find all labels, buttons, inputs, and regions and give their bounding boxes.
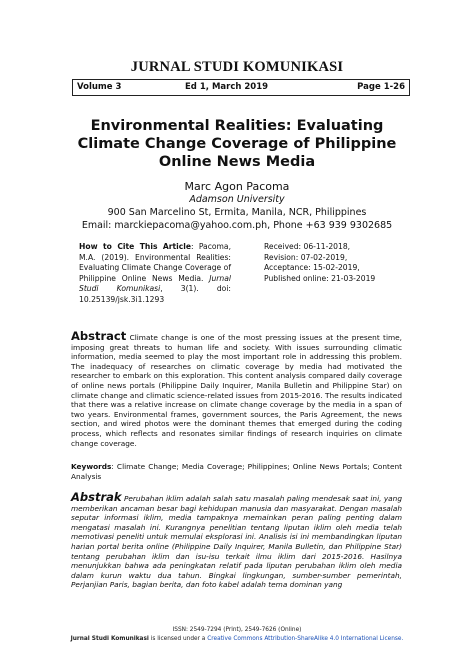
citation-label: How to Cite This Article: [79, 242, 192, 251]
edition-date: Ed 1, March 2019: [185, 82, 269, 92]
journal-title: JURNAL STUDI KOMUNIKASI: [130, 59, 344, 75]
author-affiliation: Adamson University: [189, 194, 285, 205]
footer-journal-name: Jurnal Studi Komunikasi: [70, 636, 149, 642]
author-block: [0, 180, 474, 232]
date-revision: Revision: 07-02-2019,: [264, 252, 348, 262]
citation-journal: Jurnal Studi Komunikasi: [79, 273, 231, 294]
volume-info-box: [72, 79, 410, 96]
paper-title: [30, 117, 444, 171]
paper-title-line: Online News Media: [158, 154, 316, 170]
keywords-section: [71, 462, 402, 481]
date-acceptance: Acceptance: 15-02-2019,: [264, 263, 360, 273]
footer-issn: ISSN: 2549-7294 (Print), 2549-7626 (Online): [172, 627, 302, 633]
abstrak-heading: Abstrak: [71, 490, 122, 504]
author-name: Marc Agon Pacoma: [184, 180, 290, 193]
author-address: 900 San Marcelino St, Ermita, Manila, NCR, Philippines: [107, 207, 367, 218]
abstract-heading: Abstract: [71, 329, 127, 343]
author-contact: Email: marckiepacoma@yahoo.com.ph, Phone +63 939 9302685: [81, 220, 393, 231]
volume-number: Volume 3: [77, 82, 122, 92]
abstrak-section: [71, 490, 402, 590]
paper-title-line: Climate Change Coverage of Philippine: [77, 136, 397, 152]
license-link[interactable]: Creative Commons Attribution-ShareAlike 4.0 International License.: [207, 636, 404, 642]
abstract-section: [71, 329, 402, 448]
citation-block: [79, 242, 231, 306]
date-published: Published online: 21-03-2019: [264, 273, 376, 283]
page-range: Page 1-26: [357, 82, 405, 92]
keywords-text: : Climate Change; Media Coverage; Philippines; Online News Portals; Content Analysis: [71, 462, 402, 481]
abstract-body: Climate change is one of the most pressing issues at the present time, imposing great threats to human life and society. With issues surrounding climatic information, media seemed to play the most important role in addressing this problem. The inadequacy of researches on climatic coverage by media had motivated the researcher to embark on this exploration. This content analysis compared daily coverage of online news portals (Philippine Daily Inquirer, Manila Bulletin and Philippine Star) on climate change and climatic science-related issues from 2015-2016. The results indicated that there was a relative increase on climate change coverage by the media in a span of two years. Environmental frames, government sources, the Paris Agreement, the news section, and wired photos were the dominant themes that emerged during the coding process, which reflects and resonates similar findings of research inquiries on climate change coverage.: [71, 333, 402, 448]
footer-license: [0, 636, 474, 642]
citation-doi: , 3(1). doi: 10.25139/jsk.3i1.1293: [79, 284, 231, 304]
date-received: Received: 06-11-2018,: [264, 242, 351, 251]
keywords-label: Keywords: [71, 462, 112, 471]
abstrak-body: Perubahan iklim adalah salah satu masalah paling mendesak saat ini, yang memberikan ancaman besar bagi kehidupan manusia dan masyarakat. Dengan masalah seputar informasi iklim, media tampaknya memainkan peran paling penting dalam mengatasi masalah ini. Kurangnya penelitian tentang liputan iklim oleh media telah memotivasi peneliti untuk memulai eksplorasi ini. Analisis isi ini membandingkan liputan harian portal berita online (Philippine Daily Inquirer, Manila Bulletin, dan Philippine Star) tentang perubahan iklim dan isu-isu terkait ilmu iklim dari 2015-2016. Hasilnya menunjukkan bahwa ada peningkatan relatif pada liputan perubahan iklim oleh media dalam kurun waktu dua tahun. Bingkai lingkungan, sumber-sumber pemerintah, Perjanjian Paris, bagian berita, dan foto kabel adalah tema dominan yang: [71, 494, 402, 590]
article-dates: [264, 242, 424, 284]
footer-license-text: is licensed under a: [148, 636, 208, 642]
citation-text: : Pacoma, M.A. (2019). Environmental Realities: Evaluating Climate Change Coverage of Philippine Online News Media.: [79, 242, 231, 283]
paper-title-line: Environmental Realities: Evaluating: [90, 118, 384, 134]
